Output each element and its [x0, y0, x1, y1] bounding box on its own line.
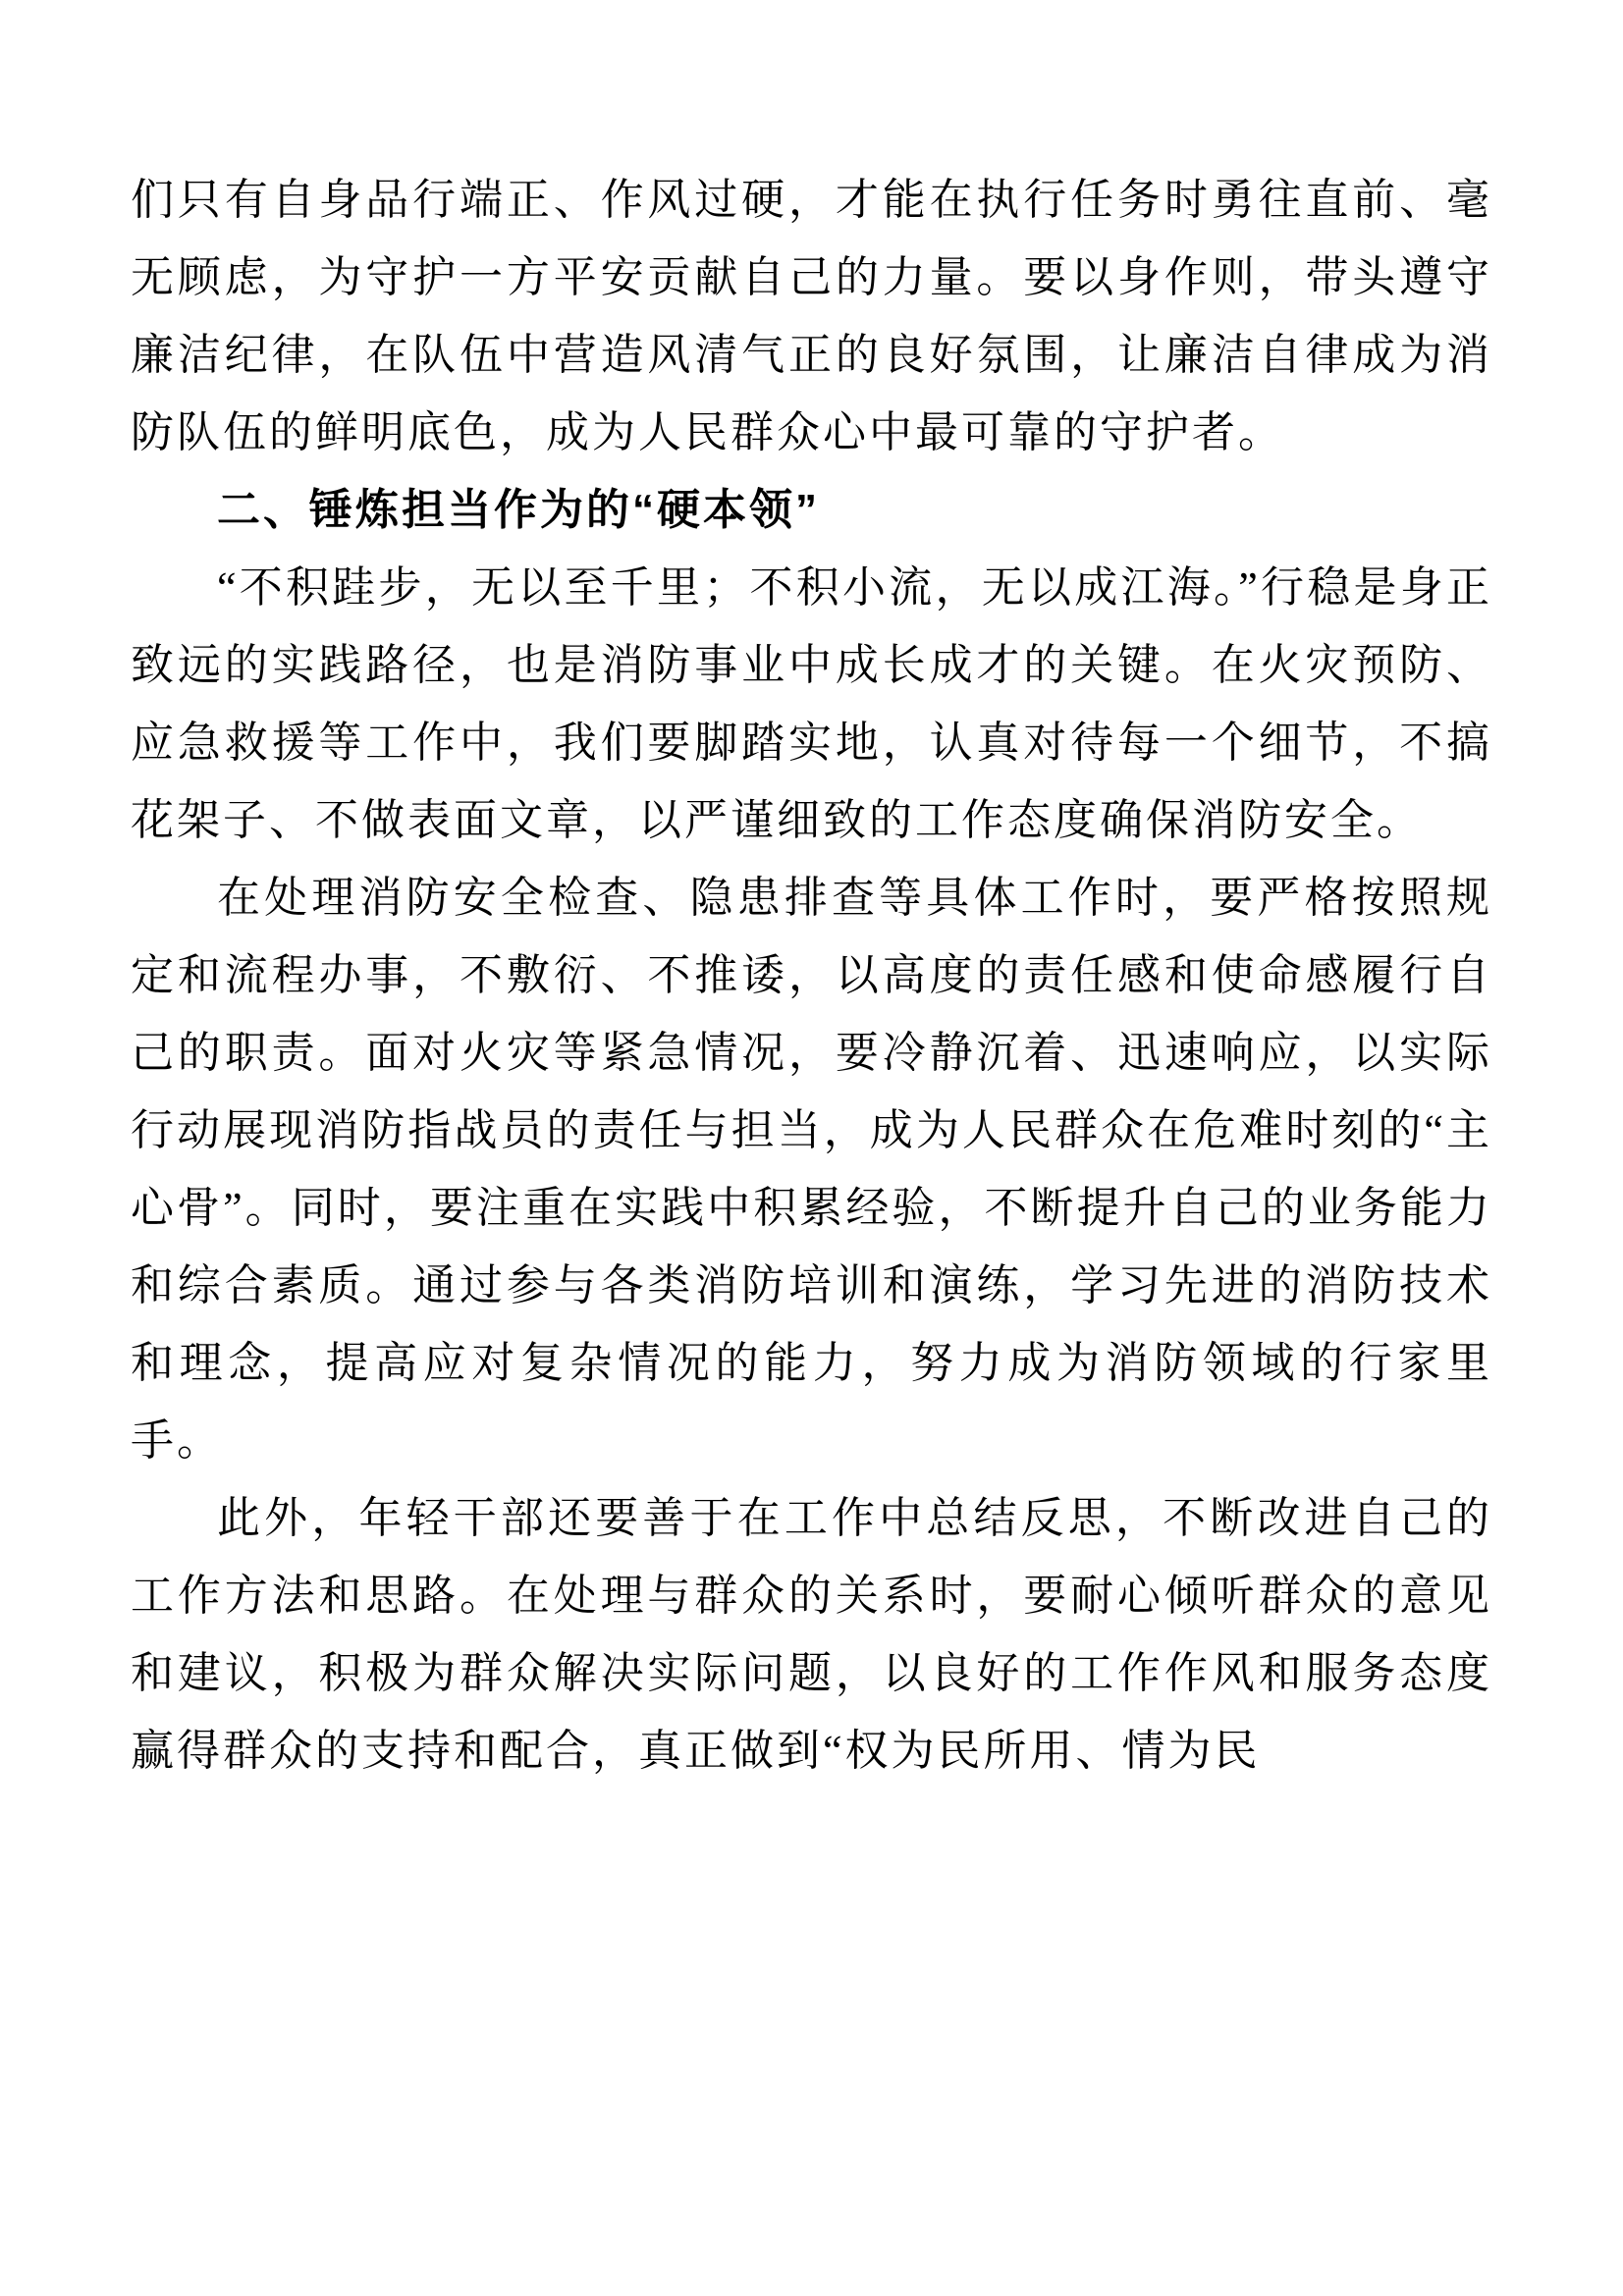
section-heading: 二、锤炼担当作为的“硬本领” — [217, 486, 820, 534]
paragraph: 们只有自身品行端正、作风过硬，才能在执行任务时勇往直前、毫无顾虑，为守护一方平安贡献自己的力量。要以身作则，带头遵守廉洁纪律，在队伍中营造风清气正的良好氛围，让廉洁自律成为消防队伍的鲜明底色，成为人民群众心中最可靠的守护者。 — [131, 176, 1492, 456]
paragraph: 此外，年轻干部还要善于在工作中总结反思，不断改进自己的工作方法和思路。在处理与群众的关系时，要耐心倾听群众的意见和建议，积极为群众解决实际问题，以良好的工作作风和服务态度赢得群众的支持和配合，真正做到“权为民所用、情为民 — [131, 1494, 1492, 1775]
paragraph: 在处理消防安全检查、隐患排查等具体工作时，要严格按照规定和流程办事，不敷衍、不推诿，以高度的责任感和使命感履行自己的职责。面对火灾等紧急情况，要冷静沉着、迅速响应，以实际行动展现消防指战员的责任与担当，成为人民群众在危难时刻的“主心骨”。同时，要注重在实践中积累经验，不断提升自己的业务能力和综合素质。通过参与各类消防培训和演练，学习先进的消防技术和理念，提高应对复杂情况的能力，努力成为消防领域的行家里手。 — [131, 874, 1492, 1465]
document-body — [131, 161, 1492, 1789]
paragraph: “不积跬步，无以至千里；不积小流，无以成江海。”行稳是身正致远的实践路径，也是消防事业中成长成才的关键。在火灾预防、应急救援等工作中，我们要脚踏实地，认真对待每一个细节，不搞花架子、不做表面文章，以严谨细致的工作态度确保消防安全。 — [131, 563, 1492, 844]
